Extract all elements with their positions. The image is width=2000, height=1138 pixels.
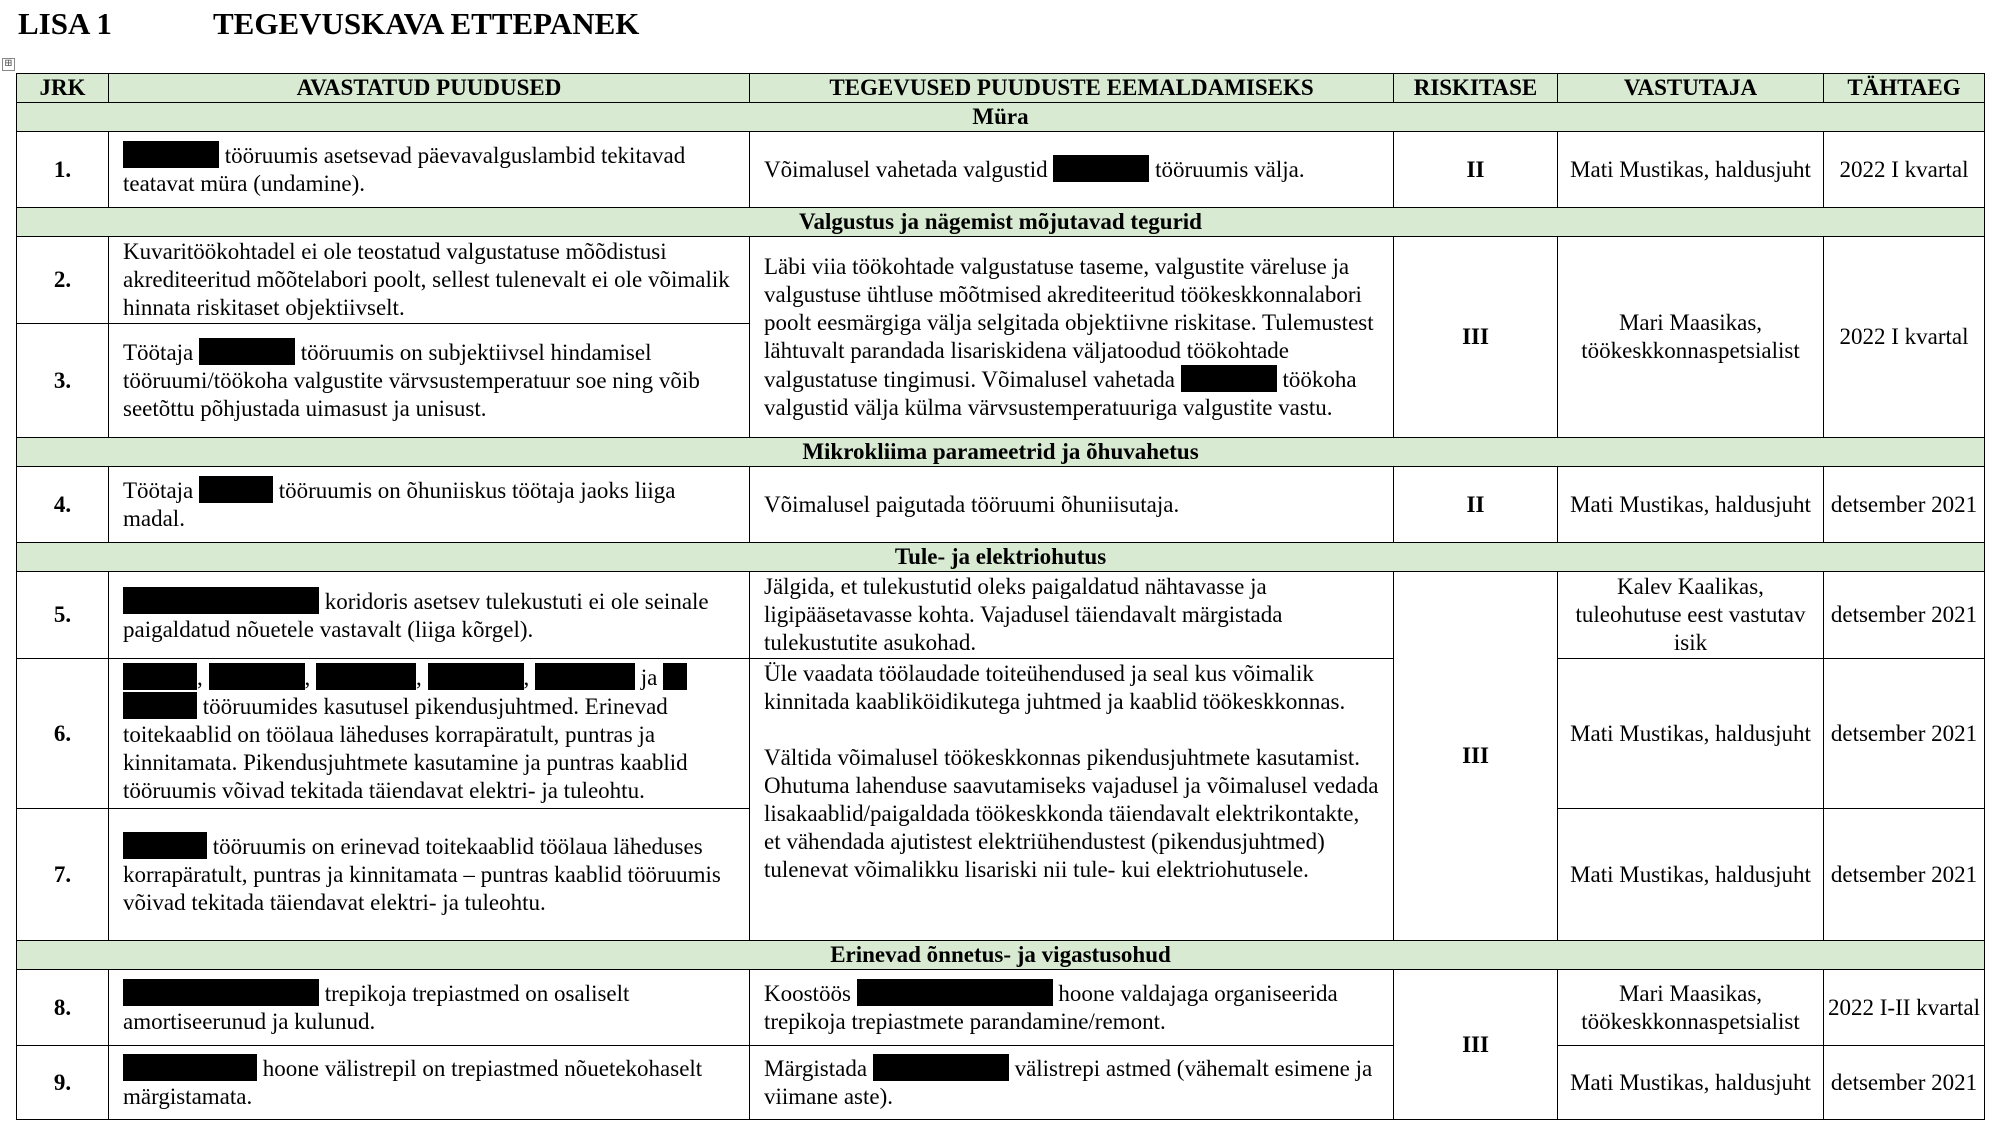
issue-cell: Kuvaritöökohtadel ei ole teostatud valgustatuse mõõdistusi akrediteeritud mõõtelabori poolt, sellest tulenevalt ei ole võimalik hinnata riskitaset objektiivselt. bbox=[109, 237, 750, 324]
row-number: 7. bbox=[17, 809, 109, 941]
issue-cell bbox=[109, 572, 750, 659]
action-text: Vältida võimalusel töökeskkonnas pikendusjuhtmete kasutamist. Ohutuma lahenduse saavutamiseks vajadusel ja võimalusel vedada lisakaablid/paigaldada töökeskkonda täiendavalt elektrikontakte, et vähendada ajutistest elektriühendustest (pikendusjuhtmed) tulenevat võimalikku lisariski nii tule- kui elektriohutusele. bbox=[764, 745, 1379, 882]
action-cell bbox=[750, 1046, 1394, 1120]
responsible: Mati Mustikas, haldusjuht bbox=[1558, 1046, 1824, 1120]
row-number: 8. bbox=[17, 970, 109, 1046]
paragraph-gap bbox=[764, 716, 1379, 744]
deadline: 2022 I kvartal bbox=[1824, 132, 1985, 208]
section-row bbox=[17, 941, 1985, 970]
section-row bbox=[17, 103, 1985, 132]
issue-cell bbox=[109, 132, 750, 208]
deadline: 2022 I kvartal bbox=[1824, 237, 1985, 438]
issue-text: hoone välistrepil on trepiastmed nõuetekohaselt märgistamata. bbox=[123, 1056, 703, 1109]
action-text: hoone valdajaga organiseerida trepikoja trepiastmete parandamine/remont. bbox=[764, 981, 1338, 1034]
table-row bbox=[17, 1046, 1985, 1120]
redaction-block bbox=[123, 1054, 257, 1081]
issue-text: Töötaja bbox=[123, 478, 194, 503]
action-text: töökoha valgustid välja külma värvsustemperatuuriga valgustite vastu. bbox=[764, 366, 1357, 420]
section-microclimate: Mikrokliima parameetrid ja õhuvahetus bbox=[17, 438, 1985, 467]
responsible: Mati Mustikas, haldusjuht bbox=[1558, 659, 1824, 809]
issue-text: tööruumis on subjektiivsel hindamisel tööruumi/töökoha valgustite värvsustemperatuur soe ning võib seetõttu põhjustada uimasust ja unisust. bbox=[123, 340, 700, 421]
redaction-block bbox=[199, 476, 273, 503]
appendix-label: LISA 1 bbox=[18, 6, 112, 41]
risk-level: III bbox=[1394, 237, 1558, 438]
separator-text: , bbox=[197, 664, 203, 690]
redaction-block bbox=[428, 663, 524, 690]
row-number: 3. bbox=[17, 324, 109, 438]
redaction-block bbox=[123, 832, 207, 859]
action-cell bbox=[750, 132, 1394, 208]
risk-level: III bbox=[1394, 970, 1558, 1120]
responsible: Kalev Kaalikas, tuleohutuse eest vastutav isik bbox=[1558, 572, 1824, 659]
action-text: tööruumis välja. bbox=[1155, 157, 1305, 182]
redaction-block bbox=[123, 663, 197, 690]
section-row bbox=[17, 208, 1985, 237]
issue-text: koridoris asetsev tulekustuti ei ole seinale paigaldatud nõuetele vastavalt (liiga kõrgel). bbox=[123, 588, 709, 642]
row-number: 4. bbox=[17, 467, 109, 543]
section-row bbox=[17, 543, 1985, 572]
responsible: Mari Maasikas, töökeskkonnaspetsialist bbox=[1558, 970, 1824, 1046]
section-noise: Müra bbox=[17, 103, 1985, 132]
redaction-block bbox=[123, 141, 219, 168]
action-text: Võimalusel vahetada valgustid bbox=[764, 157, 1048, 182]
issue-cell bbox=[109, 324, 750, 438]
redaction-block bbox=[123, 587, 319, 614]
issue-cell bbox=[109, 467, 750, 543]
action-cell bbox=[750, 970, 1394, 1046]
risk-level: II bbox=[1394, 467, 1558, 543]
header-actions: TEGEVUSED PUUDUSTE EEMALDAMISEKS bbox=[750, 74, 1394, 103]
header-issues: AVASTATUD PUUDUSED bbox=[109, 74, 750, 103]
header-responsible: VASTUTAJA bbox=[1558, 74, 1824, 103]
title-text: TEGEVUSKAVA ETTEPANEK bbox=[213, 6, 640, 41]
issue-text: tööruumis on õhuniiskus töötaja jaoks liiga madal. bbox=[123, 478, 676, 531]
table-row bbox=[17, 237, 1985, 324]
table-row bbox=[17, 572, 1985, 659]
action-text: välistrepi astmed (vähemalt esimene ja viimane aste). bbox=[764, 1056, 1373, 1109]
action-cell bbox=[750, 659, 1394, 941]
issue-text: trepikoja trepiastmed on osaliselt amortiseerunud ja kulunud. bbox=[123, 981, 630, 1034]
responsible: Mati Mustikas, haldusjuht bbox=[1558, 467, 1824, 543]
section-row bbox=[17, 438, 1985, 467]
redaction-block bbox=[1053, 155, 1149, 182]
header-row bbox=[17, 74, 1985, 103]
issue-text: tööruumis on erinevad toitekaablid töölaua läheduses korrapäratult, puntras ja kinnitamata – puntras kaablid tööruumis võivad tekitada täiendavat elektri- ja tuleohtu. bbox=[123, 834, 721, 915]
header-risk: RISKITASE bbox=[1394, 74, 1558, 103]
redaction-block bbox=[209, 663, 305, 690]
table-row bbox=[17, 467, 1985, 543]
row-number: 6. bbox=[17, 659, 109, 809]
action-plan-table bbox=[16, 73, 1985, 1120]
redaction-block bbox=[1181, 365, 1277, 392]
action-cell: Jälgida, et tulekustutid oleks paigaldatud nähtavasse ja ligipääsetavasse kohta. Vajadusel täiendavalt märgistada tulekustutite asukohad. bbox=[750, 572, 1394, 659]
redaction-block bbox=[857, 979, 1053, 1006]
row-number: 9. bbox=[17, 1046, 109, 1120]
issue-cell bbox=[109, 809, 750, 941]
action-text: Märgistada bbox=[764, 1056, 868, 1081]
table-row bbox=[17, 132, 1985, 208]
deadline: detsember 2021 bbox=[1824, 572, 1985, 659]
separator-text: , bbox=[523, 664, 530, 690]
responsible: Mati Mustikas, haldusjuht bbox=[1558, 809, 1824, 941]
responsible: Mati Mustikas, haldusjuht bbox=[1558, 132, 1824, 208]
responsible: Mari Maasikas, töökeskkonnaspetsialist bbox=[1558, 237, 1824, 438]
risk-level: II bbox=[1394, 132, 1558, 208]
deadline: detsember 2021 bbox=[1824, 467, 1985, 543]
redaction-block bbox=[316, 663, 416, 690]
table-row bbox=[17, 970, 1985, 1046]
issue-text: tööruumis asetsevad päevavalguslambid tekitavad teatavat müra (undamine). bbox=[123, 143, 686, 196]
issue-cell bbox=[109, 970, 750, 1046]
redaction-block bbox=[663, 663, 687, 690]
redaction-block bbox=[123, 979, 319, 1006]
row-number: 5. bbox=[17, 572, 109, 659]
separator-text: , bbox=[304, 664, 311, 690]
action-text: Koostöös bbox=[764, 981, 851, 1006]
header-deadline: TÄHTAEG bbox=[1824, 74, 1985, 103]
action-text: Üle vaadata töölaudade toiteühendused ja seal kus võimalik kinnitada kaabliköidikutega juhtmed ja kaablid töökeskkonnas. bbox=[764, 661, 1346, 714]
redaction-block bbox=[199, 338, 295, 365]
risk-level: III bbox=[1394, 572, 1558, 941]
deadline: detsember 2021 bbox=[1824, 659, 1985, 809]
action-cell: Võimalusel paigutada tööruumi õhuniisutaja. bbox=[750, 467, 1394, 543]
deadline: detsember 2021 bbox=[1824, 1046, 1985, 1120]
redaction-block bbox=[123, 692, 197, 719]
section-accidents: Erinevad õnnetus- ja vigastusohud bbox=[17, 941, 1985, 970]
table-move-handle-icon[interactable]: ⊞ bbox=[2, 58, 15, 71]
action-cell bbox=[750, 237, 1394, 438]
redaction-block bbox=[873, 1054, 1009, 1081]
separator-text: ja bbox=[640, 664, 658, 690]
section-lighting: Valgustus ja nägemist mõjutavad tegurid bbox=[17, 208, 1985, 237]
row-number: 1. bbox=[17, 132, 109, 208]
action-text: Läbi viia töökohtade valgustatuse taseme, valgustite väreluse ja valgustuse ühtluse mõõtmised akrediteeritud töökeskkonnalabori poolt eesmärgiga välja selgitada objektiivne riskitase. Tulemustest lähtuvalt parandada lisariskidena väljatoodud töökohtade valgustatuse tingimusi. Võimalusel vahetada bbox=[764, 253, 1374, 392]
row-number: 2. bbox=[17, 237, 109, 324]
deadline: 2022 I-II kvartal bbox=[1824, 970, 1985, 1046]
section-fire-electric: Tule- ja elektriohutus bbox=[17, 543, 1985, 572]
issue-cell bbox=[109, 659, 750, 809]
deadline: detsember 2021 bbox=[1824, 809, 1985, 941]
issue-text: tööruumides kasutusel pikendusjuhtmed. Erinevad toitekaablid on töölaua läheduses korrapäratult, puntras ja kinnitamata. Pikendusjuhtmete kasutamine ja puntras kaablid tööruumis võivad tekitada täiendavat elektri- ja tuleohtu. bbox=[123, 693, 688, 803]
header-jrk: JRK bbox=[17, 74, 109, 103]
table-row bbox=[17, 659, 1985, 809]
redaction-block bbox=[535, 663, 635, 690]
issue-text: Töötaja bbox=[123, 340, 194, 365]
separator-text: , bbox=[416, 664, 422, 690]
issue-cell bbox=[109, 1046, 750, 1120]
